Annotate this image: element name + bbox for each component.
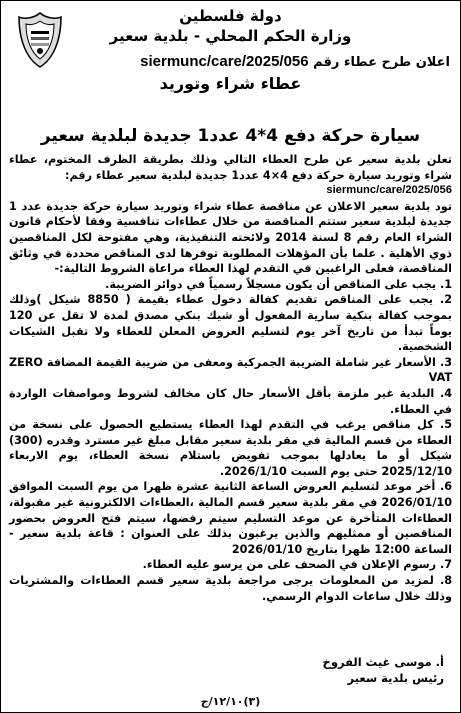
state-name: دولة فلسطين <box>179 7 282 25</box>
tender-title: عطاء شراء وتوريد <box>159 74 302 93</box>
intro-code: siermunc/care/2025/056 <box>326 184 452 197</box>
condition-item: 3. الأسعار غير شاملة الضريبة الجمركية ومعفى من ضريبة القيمة المضافة ZERO VAT <box>9 355 452 385</box>
condition-item: 5. كل مناقص يرغب في التقدم لهذا العطاء يستطيع الحصول على نسخة من العطاء من قسم المالية في مقر بلدية سعير مقابل مبلغ غير مسترد وقدره (300) شيكل أو ما يعادلها بموجب تفويض باستلام نسخة العطاء، يوم الاربعاء 2025/12/10 حتى يوم السبت 2026/1/10. <box>9 418 452 478</box>
tender-prefix: اعلان طرح عطاء رقم <box>313 55 450 70</box>
header <box>9 7 452 122</box>
signature-block <box>323 654 444 686</box>
condition-item: 2. يجب على المناقص تقديم كفالة دخول عطاء بقيمة ( 8850 شيكل )وذلك بموجب كفالة بنكية سارية المفعول أو شيك بنكي مصدق لمدة لا تقل عن 120 يوماً تبدأ من تاريخ آخر يوم لتسليم العروض المعلن للعطاء ولا تقبل الشيكات الشخصية. <box>9 293 452 354</box>
footer-code: (٣)١٢/١٠/ج <box>200 695 261 708</box>
main-paragraph: تود بلدية سعير الاعلان عن مناقصة عطاء شراء وتوريد سيارة حركة جديدة عدد 1 جديدة لبلدية سعير ستتم المناقصة من خلال عطاءات تنافسية وفقا لأحكام قانون الشراء العام رقم 8 لسنة 2014 ولائحته التنفيذية، وهي مفتوحة لكل المناقصين ذوي الأهلية . علما بأن المؤهلات المطلوبة توفرها لدى المناقص محددة في وثائق المناقصة، فعلى الراغبين في التقدم لهذا العطاء مراعاة الشروط التالية:- <box>9 199 452 276</box>
tender-code: siermunc/care/2025/056 <box>140 53 309 70</box>
tender-number-line <box>9 53 452 70</box>
condition-item: 4. البلدية غير ملزمة بأقل الأسعار حال كان مخالف لشروط ومواصفات الواردة في العطاء. <box>9 386 452 416</box>
condition-item: 6. أخر موعد لتسليم العروض الساعة الثانية عشرة ظهرا من يوم السبت الموافق 2026/01/10 في مقر بلدية سعير قسم المالية ،العطاءات الالكترونية غير مقبولة، العطاءات المتأخرة عن موعد التسليم سيتم رفضها، سيتم فتح العروض بحضور المناقصين أو ممثليهم والذين يرغبون بذلك على العنوان : قاعة بلدية سعير - الساعة 12:00 ظهرا بتاريخ 2026/01/10 <box>9 480 452 556</box>
ministry-name: وزارة الحكم المحلي - بلدية سعير <box>109 27 352 45</box>
signatory-role: رئيس بلدية سعير <box>347 671 444 685</box>
condition-item: 8. لمزيد من المعلومات يرجى مراجعة بلدية سعير قسم العطاءات والمشتريات وذلك خلال ساعات الدوام الرسمي. <box>9 574 452 603</box>
tender-subject: سيارة حركة دفع 4*4 عدد1 جديدة لبلدية سعير <box>40 126 421 146</box>
condition-item: 7. رسوم الإعلان في الصحف على من يرسو عليه العطاء. <box>142 558 452 572</box>
intro-text: تعلن بلدية سعير عن طرح العطاء التالي وذلك بطريقة الظرف المختوم، عطاء شراء وتوريد سيارة حركة دفع 4×4 عدد1 جديدة لبلدية سعير عطاء رقم: <box>9 153 452 182</box>
signatory-name: أ. موسى غيث الفروخ <box>322 655 444 669</box>
announcement-body <box>9 152 452 604</box>
condition-item: 1. يجب على المناقص أن يكون مسجلاً رسمياً في دوائر الضريبة. <box>105 277 452 291</box>
municipality-emblem-icon <box>17 11 63 69</box>
